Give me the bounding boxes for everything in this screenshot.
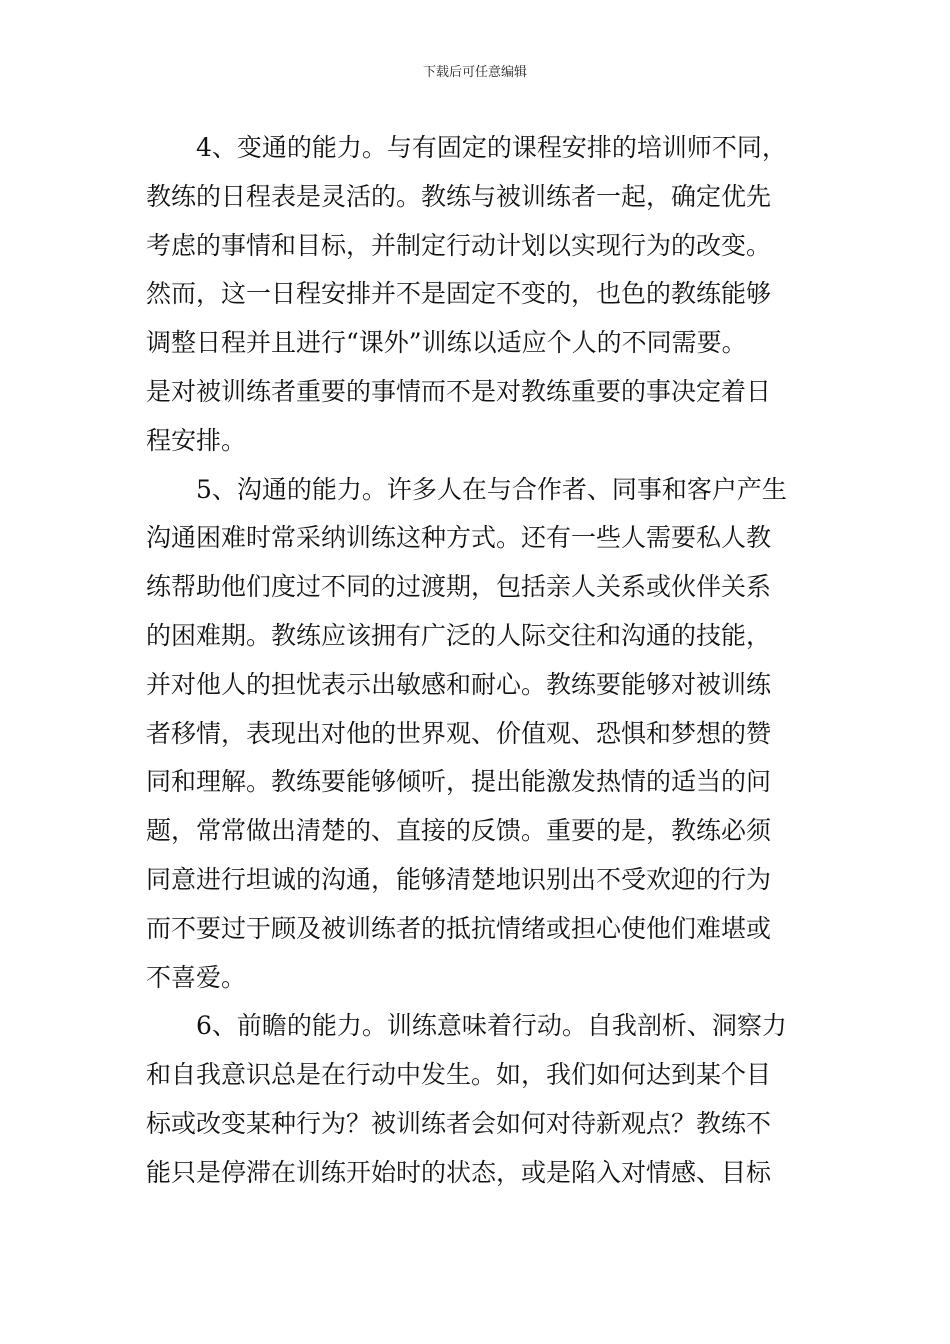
text-line: 考虑的事情和目标，并制定行动计划以实现行为的改变。 [146, 230, 772, 260]
paragraph-flexibility [146, 124, 806, 466]
text-line: 练帮助他们度过不同的过渡期，包括亲人关系或伙伴关系 [146, 572, 772, 602]
document-body [146, 124, 806, 1198]
text-line: 不喜爱。 [146, 962, 247, 992]
text-line: 和自我意识总是在行动中发生。如，我们如何达到某个目 [146, 1060, 772, 1090]
text-line: 然而，这一日程安排并不是固定不变的，也色的教练能够 [146, 279, 772, 309]
text-line: 者移情，表现出对他的世界观、价值观、恐惧和梦想的赞 [146, 718, 772, 748]
text-line: 程安排。 [146, 425, 247, 455]
text-line: 题，常常做出清楚的、直接的反馈。重要的是，教练必须 [146, 816, 772, 846]
paragraph-communication [146, 466, 806, 1003]
text-line: 同意进行坦诚的沟通，能够清楚地识别出不受欢迎的行为 [146, 864, 772, 894]
text-line: 5、沟通的能力。许多人在与合作者、同事和客户产生 [196, 474, 787, 504]
text-line: 并对他人的担忧表示出敏感和耐心。教练要能够对被训练 [146, 669, 772, 699]
text-line: 同和理解。教练要能够倾听，提出能激发热情的适当的问 [146, 767, 772, 797]
text-line: 4、变通的能力。与有固定的课程安排的培训师不同， [196, 133, 787, 162]
text-line: 的困难期。教练应该拥有广泛的人际交往和沟通的技能， [146, 620, 772, 650]
text-line: 6、前瞻的能力。训练意味着行动。自我剖析、洞察力 [196, 1011, 787, 1041]
page-header: 下载后可任意编辑 [422, 65, 527, 80]
text-line: 标或改变某种行为？被训练者会如何对待新观点？教练不 [146, 1108, 772, 1138]
text-line: 调整日程并且进行“课外”训练以适应个人的不同需要。 [146, 328, 747, 358]
text-line: 能只是停滞在训练开始时的状态，或是陷入对情感、目标 [146, 1157, 772, 1187]
paragraph-foresight [146, 1002, 806, 1197]
text-line: 教练的日程表是灵活的。教练与被训练者一起，确定优先 [146, 181, 772, 211]
text-line: 是对被训练者重要的事情而不是对教练重要的事决定着日 [146, 376, 772, 406]
text-line: 而不要过于顾及被训练者的抵抗情绪或担心使他们难堪或 [146, 913, 772, 943]
text-line: 沟通困难时常采纳训练这种方式。还有一些人需要私人教 [146, 523, 772, 553]
